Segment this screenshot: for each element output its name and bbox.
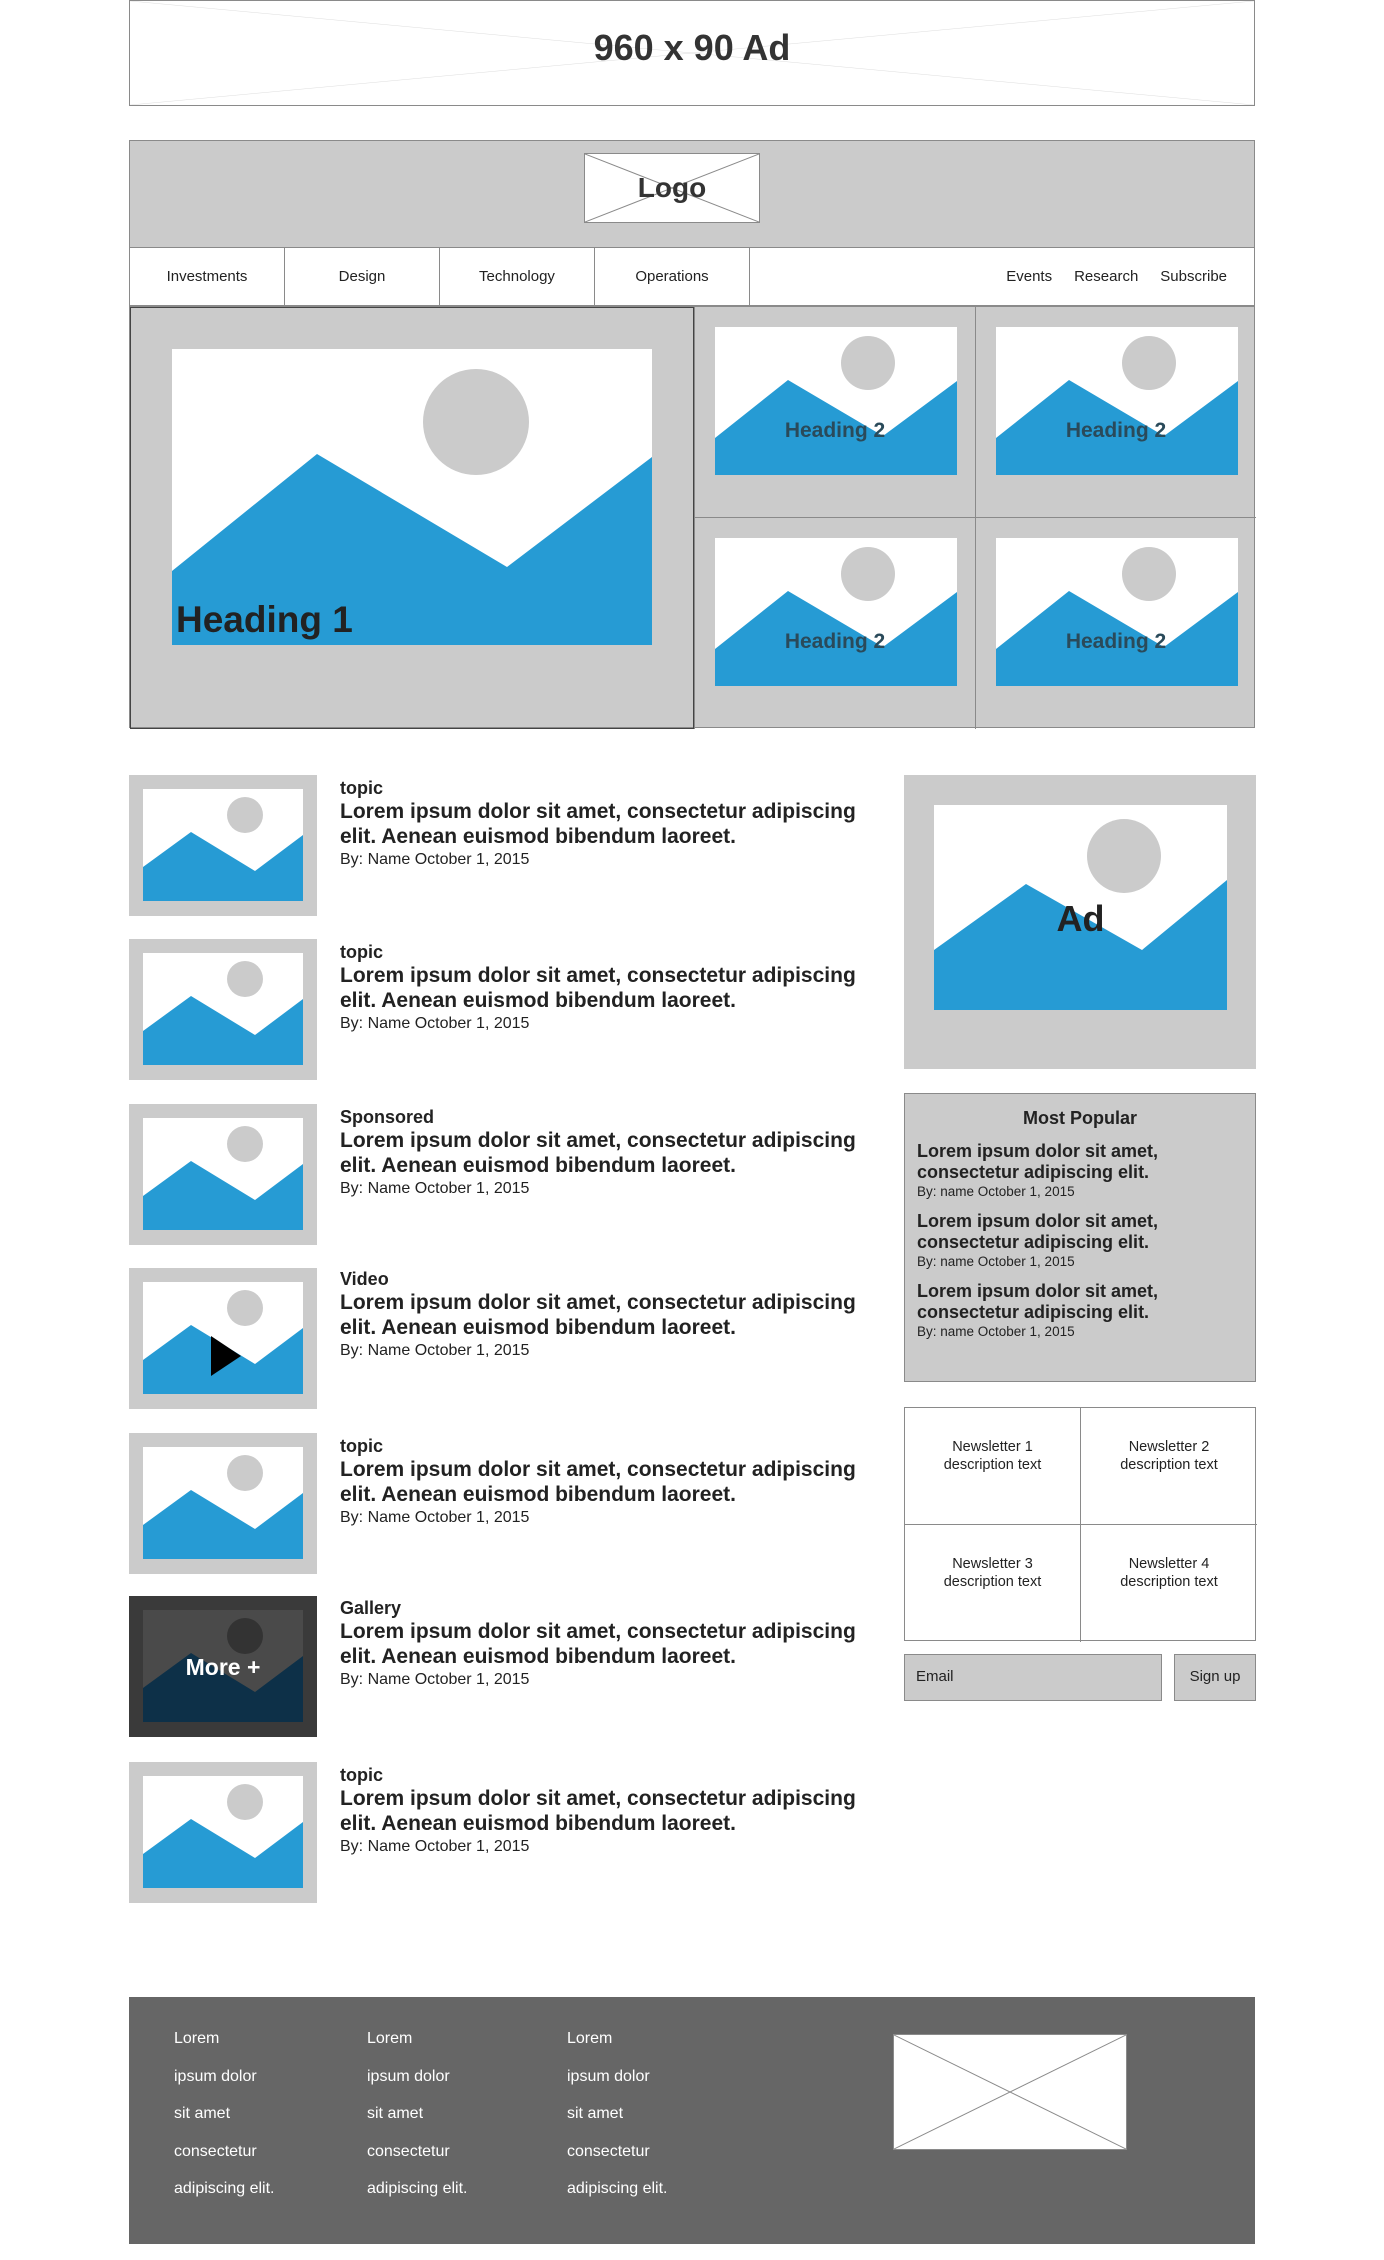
- nav-secondary: [1006, 248, 1254, 305]
- article-item: [340, 1598, 880, 1690]
- hero-sub-image: [996, 538, 1238, 686]
- popular-item: [917, 1141, 1243, 1200]
- hero-sub-image: [996, 327, 1238, 475]
- article-topic[interactable]: topic: [340, 942, 383, 962]
- article-title[interactable]: Lorem ipsum dolor sit amet, consectetur adipiscing elit. Aenean euismod bibendum laoreet.: [340, 1291, 856, 1339]
- thumbnail-image: [143, 1282, 303, 1394]
- article-byline: By: Name October 1, 2015: [340, 1509, 530, 1526]
- article-item: [340, 1107, 880, 1199]
- sidebar-ad-label: Ad: [1056, 898, 1105, 939]
- hero-sub-image: [715, 327, 957, 475]
- hero-heading-2: Heading 2: [784, 630, 886, 653]
- footer-link[interactable]: sit amet: [567, 2105, 624, 2122]
- popular-item-byline: By: name October 1, 2015: [917, 1324, 1075, 1339]
- hero-heading-2: Heading 2: [1065, 630, 1167, 653]
- nav-item-design[interactable]: Design: [285, 248, 440, 305]
- article-thumbnail[interactable]: [129, 1762, 317, 1903]
- article-item: [340, 778, 880, 870]
- popular-item: [917, 1281, 1243, 1340]
- article-byline: By: Name October 1, 2015: [340, 1342, 530, 1359]
- hero-sub-story-2[interactable]: [975, 307, 1256, 518]
- footer-link[interactable]: ipsum dolor: [567, 2067, 650, 2085]
- footer-column-1: [174, 2029, 275, 2217]
- thumbnail-image: [143, 1118, 303, 1230]
- footer-link[interactable]: ipsum dolor: [174, 2067, 257, 2085]
- hero-sub-image: [715, 538, 957, 686]
- article-item: [340, 942, 880, 1034]
- article-byline: By: Name October 1, 2015: [340, 1671, 530, 1688]
- newsletter-description: Newsletter 2 description text: [1120, 1439, 1218, 1473]
- footer-link[interactable]: Lorem: [567, 2030, 613, 2047]
- article-topic[interactable]: topic: [340, 1436, 383, 1456]
- newsletter-option-4[interactable]: [1081, 1525, 1257, 1642]
- image-placeholder-icon: [996, 327, 1238, 475]
- most-popular-panel: [904, 1093, 1256, 1382]
- thumbnail-image: [143, 953, 303, 1065]
- article-topic[interactable]: topic: [340, 778, 383, 798]
- nav-item-investments[interactable]: Investments: [130, 248, 285, 305]
- article-item: [340, 1269, 880, 1361]
- article-byline: By: Name October 1, 2015: [340, 1838, 530, 1855]
- article-thumbnail[interactable]: [129, 775, 317, 916]
- hero-section: [129, 306, 1255, 728]
- most-popular-heading: Most Popular: [1022, 1108, 1137, 1128]
- hero-heading-2: Heading 2: [1065, 419, 1167, 442]
- image-placeholder-icon: [143, 789, 303, 901]
- article-title[interactable]: Lorem ipsum dolor sit amet, consectetur adipiscing elit. Aenean euismod bibendum laoreet.: [340, 1458, 856, 1506]
- hero-sub-story-4[interactable]: [975, 518, 1256, 729]
- article-title[interactable]: Lorem ipsum dolor sit amet, consectetur adipiscing elit. Aenean euismod bibendum laoreet.: [340, 1787, 856, 1835]
- gallery-thumbnail[interactable]: [129, 1596, 317, 1737]
- article-byline: By: Name October 1, 2015: [340, 1180, 530, 1197]
- footer-link[interactable]: adipiscing elit.: [367, 2180, 468, 2197]
- image-placeholder-icon: [996, 538, 1238, 686]
- article-thumbnail[interactable]: [129, 1104, 317, 1245]
- article-title[interactable]: Lorem ipsum dolor sit amet, consectetur adipiscing elit. Aenean euismod bibendum laoreet.: [340, 800, 856, 848]
- crossed-box-placeholder: [894, 2035, 1126, 2149]
- footer-column-2: [367, 2029, 468, 2217]
- popular-item-title[interactable]: Lorem ipsum dolor sit amet, consectetur adipiscing elit.: [917, 1211, 1159, 1252]
- article-title[interactable]: Lorem ipsum dolor sit amet, consectetur adipiscing elit. Aenean euismod bibendum laoreet.: [340, 1620, 856, 1668]
- nav-item-research[interactable]: Research: [1074, 268, 1139, 285]
- image-placeholder-icon: [143, 953, 303, 1065]
- nav-item-operations[interactable]: Operations: [595, 248, 750, 305]
- article-thumbnail[interactable]: [129, 1433, 317, 1574]
- article-item: [340, 1765, 880, 1857]
- footer-link[interactable]: sit amet: [367, 2105, 424, 2122]
- nav-item-technology[interactable]: Technology: [440, 248, 595, 305]
- newsletter-option-1[interactable]: [905, 1408, 1081, 1525]
- newsletter-description: Newsletter 4 description text: [1120, 1556, 1218, 1590]
- footer-link[interactable]: adipiscing elit.: [567, 2180, 668, 2197]
- footer-link[interactable]: consectetur: [567, 2142, 650, 2160]
- hero-heading-2: Heading 2: [784, 419, 886, 442]
- main-nav: [129, 247, 1255, 306]
- gallery-more-label[interactable]: More +: [185, 1654, 261, 1680]
- popular-item: [917, 1211, 1243, 1270]
- article-topic[interactable]: Gallery: [340, 1598, 402, 1618]
- hero-sub-story-1[interactable]: [694, 307, 975, 518]
- top-ad-label: 960 x 90 Ad: [593, 26, 791, 68]
- popular-item-title[interactable]: Lorem ipsum dolor sit amet, consectetur adipiscing elit.: [917, 1281, 1159, 1322]
- footer-link[interactable]: Lorem: [367, 2030, 413, 2047]
- footer-column-3: [567, 2029, 668, 2217]
- sidebar-ad-image: [934, 805, 1227, 1010]
- thumbnail-image: [143, 789, 303, 901]
- footer-link[interactable]: adipiscing elit.: [174, 2180, 275, 2197]
- video-thumbnail[interactable]: [129, 1268, 317, 1409]
- footer-link[interactable]: ipsum dolor: [367, 2067, 450, 2085]
- image-placeholder-icon: [143, 1447, 303, 1559]
- newsletter-description: Newsletter 3 description text: [943, 1556, 1042, 1590]
- thumbnail-image: [143, 1447, 303, 1559]
- newsletter-option-2[interactable]: [1081, 1408, 1257, 1525]
- thumbnail-image: [143, 1776, 303, 1888]
- play-icon[interactable]: [143, 1282, 303, 1394]
- top-banner-ad[interactable]: [129, 0, 1255, 106]
- newsletter-option-3[interactable]: [905, 1525, 1081, 1642]
- image-placeholder-icon: [143, 1118, 303, 1230]
- sidebar-ad[interactable]: [904, 775, 1256, 1069]
- nav-item-events[interactable]: Events: [1006, 268, 1053, 285]
- image-placeholder-icon: [143, 1776, 303, 1888]
- footer-link[interactable]: sit amet: [174, 2105, 231, 2122]
- newsletter-grid: [904, 1407, 1256, 1641]
- footer-image-placeholder: [893, 2034, 1127, 2150]
- article-byline: By: Name October 1, 2015: [340, 1015, 530, 1032]
- popular-item-byline: By: name October 1, 2015: [917, 1184, 1075, 1199]
- hero-main-story[interactable]: [130, 307, 694, 729]
- article-title[interactable]: Lorem ipsum dolor sit amet, consectetur adipiscing elit. Aenean euismod bibendum laoreet.: [340, 1129, 856, 1177]
- article-thumbnail[interactable]: [129, 939, 317, 1080]
- image-placeholder-icon: [715, 327, 957, 475]
- article-topic[interactable]: Video: [340, 1269, 389, 1289]
- nav-item-subscribe[interactable]: Subscribe: [1160, 268, 1227, 285]
- footer-link[interactable]: consectetur: [367, 2142, 450, 2160]
- article-item: [340, 1436, 880, 1528]
- signup-button[interactable]: Sign up: [1174, 1654, 1256, 1701]
- footer-link[interactable]: consectetur: [174, 2142, 257, 2160]
- email-field[interactable]: Email: [904, 1654, 1162, 1701]
- site-footer: [129, 1997, 1255, 2244]
- article-byline: By: Name October 1, 2015: [340, 851, 530, 868]
- thumbnail-image: [143, 1610, 303, 1722]
- popular-item-title[interactable]: Lorem ipsum dolor sit amet, consectetur adipiscing elit.: [917, 1141, 1159, 1182]
- article-title[interactable]: Lorem ipsum dolor sit amet, consectetur adipiscing elit. Aenean euismod bibendum laoreet.: [340, 964, 856, 1012]
- footer-link[interactable]: Lorem: [174, 2030, 220, 2047]
- hero-sub-story-3[interactable]: [694, 518, 975, 729]
- logo-text: Logo: [637, 172, 707, 203]
- article-topic[interactable]: topic: [340, 1765, 383, 1785]
- site-header: [129, 140, 1255, 247]
- popular-item-byline: By: name October 1, 2015: [917, 1254, 1075, 1269]
- nav-spacer: [750, 248, 1006, 305]
- logo[interactable]: [584, 153, 760, 223]
- image-placeholder-icon: [715, 538, 957, 686]
- hero-heading-1: Heading 1: [176, 599, 353, 640]
- newsletter-description: Newsletter 1 description text: [943, 1439, 1042, 1473]
- article-topic[interactable]: Sponsored: [340, 1107, 435, 1127]
